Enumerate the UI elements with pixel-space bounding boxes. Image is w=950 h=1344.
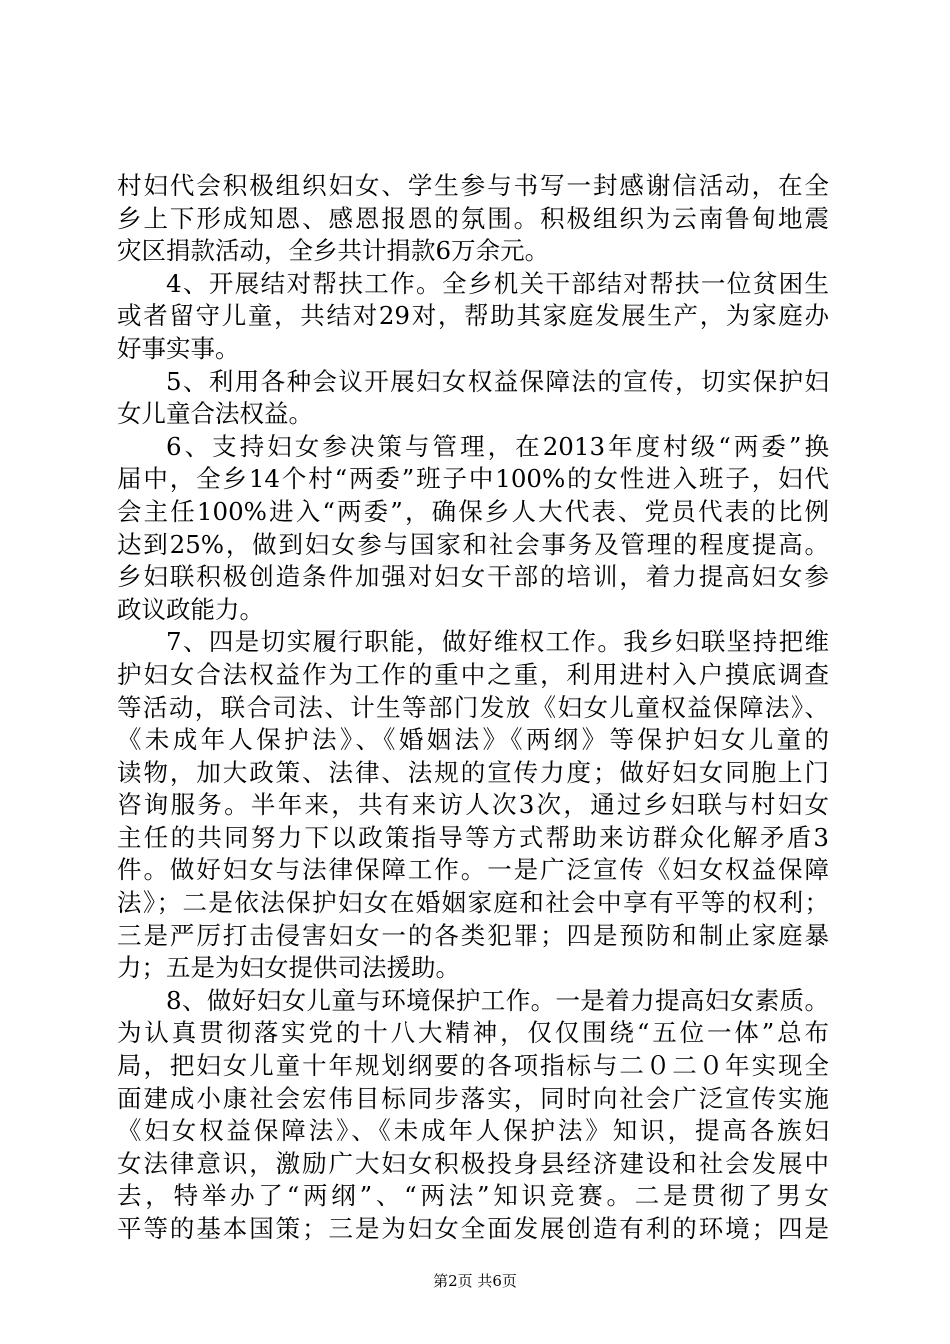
text-line: 5、利用各种会议开展妇女权益保障法的宣传，切实保护妇 bbox=[166, 366, 829, 396]
text-line: 7、四是切实履行职能，做好维权工作。我乡妇联坚持把维 bbox=[166, 627, 829, 657]
text-line: 咨询服务。半年来，共有来访人次3次，通过乡妇联与村妇女 bbox=[117, 790, 829, 820]
text-line: 法》；二是依法保护妇女在婚姻家庭和社会中享有平等的权利； bbox=[117, 888, 829, 918]
text-line: 《未成年人保护法》、《婚姻法》《两纲》等保护妇女儿童的 bbox=[117, 725, 829, 755]
text-line: 会主任100%进入“两委”，确保乡人大代表、党员代表的比例 bbox=[117, 496, 829, 526]
text-line: 4、开展结对帮扶工作。全乡机关干部结对帮扶一位贫困生 bbox=[166, 268, 829, 298]
text-line: 平等的基本国策；三是为妇女全面发展创造有利的环境；四是 bbox=[117, 1214, 829, 1243]
text-line: 力；五是为妇女提供司法援助。 bbox=[117, 953, 460, 983]
text-line: 件。做好妇女与法律保障工作。一是广泛宣传《妇女权益保障 bbox=[117, 855, 829, 885]
text-line: 读物，加大政策、法律、法规的宣传力度；做好妇女同胞上门 bbox=[117, 757, 829, 787]
text-line: 达到25%，做到妇女参与国家和社会事务及管理的程度提高。 bbox=[117, 529, 829, 559]
text-line: 女法律意识，激励广大妇女积极投身县经济建设和社会发展中 bbox=[117, 1148, 829, 1178]
text-line: 8、做好妇女儿童与环境保护工作。一是着力提高妇女素质。 bbox=[166, 985, 829, 1015]
text-line: 面建成小康社会宏伟目标同步落实，同时向社会广泛宣传实施 bbox=[117, 1083, 829, 1113]
text-line: 等活动，联合司法、计生等部门发放《妇女儿童权益保障法》、 bbox=[117, 692, 829, 722]
text-line: 政议政能力。 bbox=[117, 594, 264, 624]
text-line: 6、支持妇女参决策与管理，在2013年度村级“两委”换 bbox=[166, 431, 829, 461]
text-line: 局，把妇女儿童十年规划纲要的各项指标与二０二０年实现全 bbox=[117, 1051, 829, 1081]
page-number-footer: 第2页 共6页 bbox=[433, 1272, 517, 1290]
text-line: 《妇女权益保障法》、《未成年人保护法》知识，提高各族妇 bbox=[117, 1116, 829, 1146]
text-line: 女儿童合法权益。 bbox=[117, 399, 313, 429]
text-line: 乡妇联积极创造条件加强对妇女干部的培训，着力提高妇女参 bbox=[117, 562, 829, 592]
text-line: 好事实事。 bbox=[117, 333, 240, 363]
text-line: 主任的共同努力下以政策指导等方式帮助来访群众化解矛盾3 bbox=[117, 822, 829, 852]
text-line: 乡上下形成知恩、感恩报恩的氛围。积极组织为云南鲁甸地震 bbox=[117, 203, 829, 233]
document-body bbox=[117, 170, 829, 1246]
text-line: 护妇女合法权益作为工作的重中之重，利用进村入户摸底调查 bbox=[117, 659, 829, 689]
text-line: 村妇代会积极组织妇女、学生参与书写一封感谢信活动，在全 bbox=[117, 171, 829, 200]
text-line: 去，特举办了“两纲”、“两法”知识竞赛。二是贯彻了男女 bbox=[117, 1181, 829, 1211]
text-line: 或者留守儿童，共结对29对，帮助其家庭发展生产，为家庭办 bbox=[117, 301, 829, 331]
text-line: 届中，全乡14个村“两委”班子中100%的女性进入班子，妇代 bbox=[117, 464, 829, 494]
text-line: 为认真贯彻落实党的十八大精神，仅仅围绕“五位一体”总布 bbox=[117, 1018, 829, 1048]
text-line: 三是严厉打击侵害妇女一的各类犯罪；四是预防和制止家庭暴 bbox=[117, 920, 829, 950]
text-line: 灾区捐款活动，全乡共计捐款6万余元。 bbox=[117, 236, 550, 266]
